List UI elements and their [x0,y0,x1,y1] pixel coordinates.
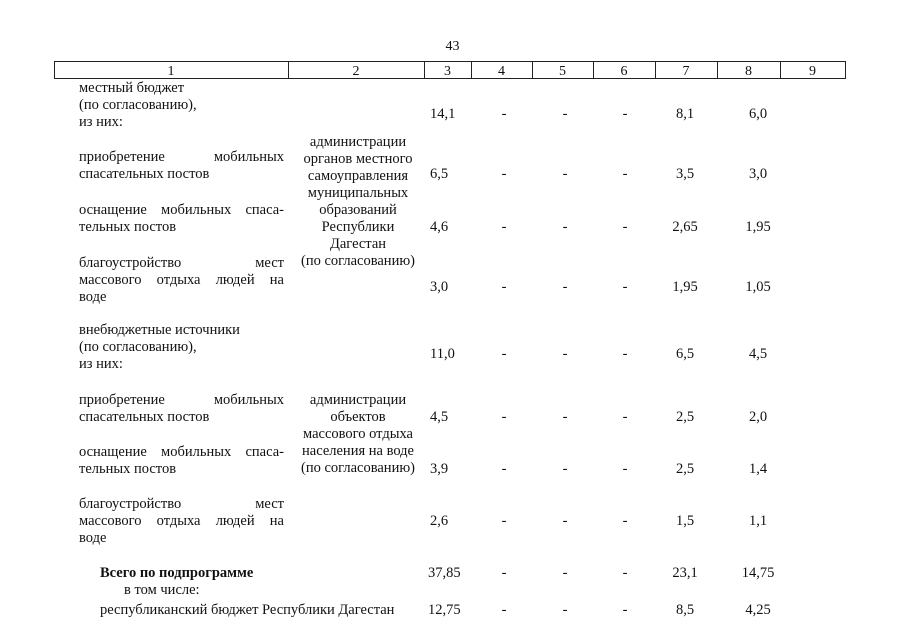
label-line: тельных постов [79,219,177,235]
label-line: оснащение мобильных спаса- [79,202,284,218]
column-header: 3 [444,64,451,79]
cell-col6: - [622,565,628,581]
cell-col5: - [562,409,568,425]
label-line: (по согласованию), [79,339,197,355]
cell-col8: 4,5 [748,346,768,362]
cell-col3: 3,0 [430,279,449,295]
cell-col3: 6,5 [430,166,449,182]
row-label-extra-budget [79,322,284,373]
cell-col7: 8,1 [675,106,695,122]
row-label-extra-item [79,496,284,547]
column-header: 6 [620,64,628,79]
cell-col8: 1,05 [745,279,771,295]
cell-col5: - [562,219,568,235]
cell-col5: - [562,461,568,477]
label-line: массового отдыха людей на [79,272,284,288]
row-label-extra-item [79,392,284,426]
resp-line: образований [319,202,397,218]
cell-col6: - [622,219,628,235]
resp-line: Дагестан [329,236,387,252]
page-number: 43 [445,39,460,54]
cell-col8: 2,0 [748,409,768,425]
cell-col5: - [562,279,568,295]
cell-col7: 6,5 [675,346,695,362]
cell-col8: 1,4 [748,461,768,477]
label-line: приобретение мобильных [79,149,284,165]
cell-col3: 12,75 [428,602,461,618]
label-line: воде [79,530,107,546]
cell-col6: - [622,461,628,477]
cell-col3: 3,9 [430,461,449,477]
cell-col4: - [501,346,507,362]
header-divider [845,61,846,79]
resp-line: самоуправления [307,168,409,184]
resp-line: (по согласованию) [301,460,415,476]
cell-col6: - [622,166,628,182]
responsible-executor-municipal [296,134,420,270]
row-label-local-item [79,149,284,183]
column-header: 5 [559,64,566,79]
cell-col5: - [562,565,568,581]
cell-col6: - [622,279,628,295]
cell-col4: - [501,279,507,295]
cell-col8: 14,75 [741,565,775,581]
label-line: (по согласованию), [79,97,197,113]
resp-line: муниципальных [307,185,409,201]
cell-col4: - [501,219,507,235]
row-label-local-item [79,255,284,306]
cell-col4: - [501,513,507,529]
label-line: местный бюджет [79,80,185,96]
label-line: массового отдыха людей на [79,513,284,529]
cell-col4: - [501,565,507,581]
label-line: благоустройство мест [79,496,284,512]
label-line: оснащение мобильных спаса- [79,444,284,460]
cell-col4: - [501,409,507,425]
cell-col3: 14,1 [430,106,456,122]
resp-line: органов местного [303,151,413,167]
resp-line: администрации [309,134,407,150]
cell-col5: - [562,166,568,182]
cell-col8: 1,1 [748,513,768,529]
cell-col8: 1,95 [745,219,771,235]
resp-line: объектов [330,409,386,425]
cell-col3: 4,6 [430,219,449,235]
cell-col8: 3,0 [748,166,768,182]
cell-col4: - [501,461,507,477]
column-header: 4 [498,64,505,79]
cell-col6: - [622,106,628,122]
label-line: воде [79,289,107,305]
header-top-rule [54,61,845,62]
cell-col4: - [501,602,507,618]
cell-col6: - [622,409,628,425]
cell-col7: 2,65 [672,219,698,235]
cell-col7: 2,5 [675,461,695,477]
cell-col4: - [501,166,507,182]
label-line: из них: [79,356,123,372]
cell-col8: 4,25 [745,602,771,618]
responsible-executor-recreation-sites [296,392,420,477]
label-line: спасательных постов [79,409,210,425]
cell-col5: - [562,106,568,122]
cell-col5: - [562,513,568,529]
cell-col3: 4,5 [430,409,449,425]
cell-col5: - [562,602,568,618]
total-label: Всего по подпрограмме [100,565,254,581]
cell-col7: 1,5 [675,513,695,529]
column-header: 7 [682,64,690,79]
label-line: благоустройство мест [79,255,284,271]
cell-col7: 23,1 [672,565,698,581]
cell-col7: 8,5 [675,602,695,618]
row-label-local-item [79,202,284,236]
cell-col6: - [622,346,628,362]
cell-col7: 2,5 [675,409,695,425]
cell-col3: 2,6 [430,513,449,529]
row-label-local-budget [79,80,284,131]
cell-col4: - [501,106,507,122]
label-line: внебюджетные источники [79,322,240,338]
resp-line: массового отдыха [303,426,413,442]
label-line: из них: [79,114,123,130]
cell-col3: 37,85 [428,565,461,581]
column-header: 8 [745,64,752,79]
column-header: 1 [167,64,175,79]
column-header: 2 [352,64,360,79]
label-line: приобретение мобильных [79,392,284,408]
label-line: тельных постов [79,461,177,477]
resp-line: Республики [321,219,395,235]
column-header: 9 [809,64,816,79]
cell-col7: 1,95 [672,279,698,295]
republic-budget-label: республиканский бюджет Республики Дагестан [100,602,395,618]
cell-col7: 3,5 [675,166,695,182]
row-label-extra-item [79,444,284,478]
including-label: в том числе: [124,582,200,598]
resp-line: населения на воде [302,443,414,459]
cell-col3: 11,0 [430,346,455,362]
cell-col6: - [622,513,628,529]
cell-col6: - [622,602,628,618]
cell-col8: 6,0 [748,106,768,122]
label-line: спасательных постов [79,166,210,182]
resp-line: администрации [309,392,407,408]
resp-line: (по согласованию) [301,253,415,269]
cell-col5: - [562,346,568,362]
